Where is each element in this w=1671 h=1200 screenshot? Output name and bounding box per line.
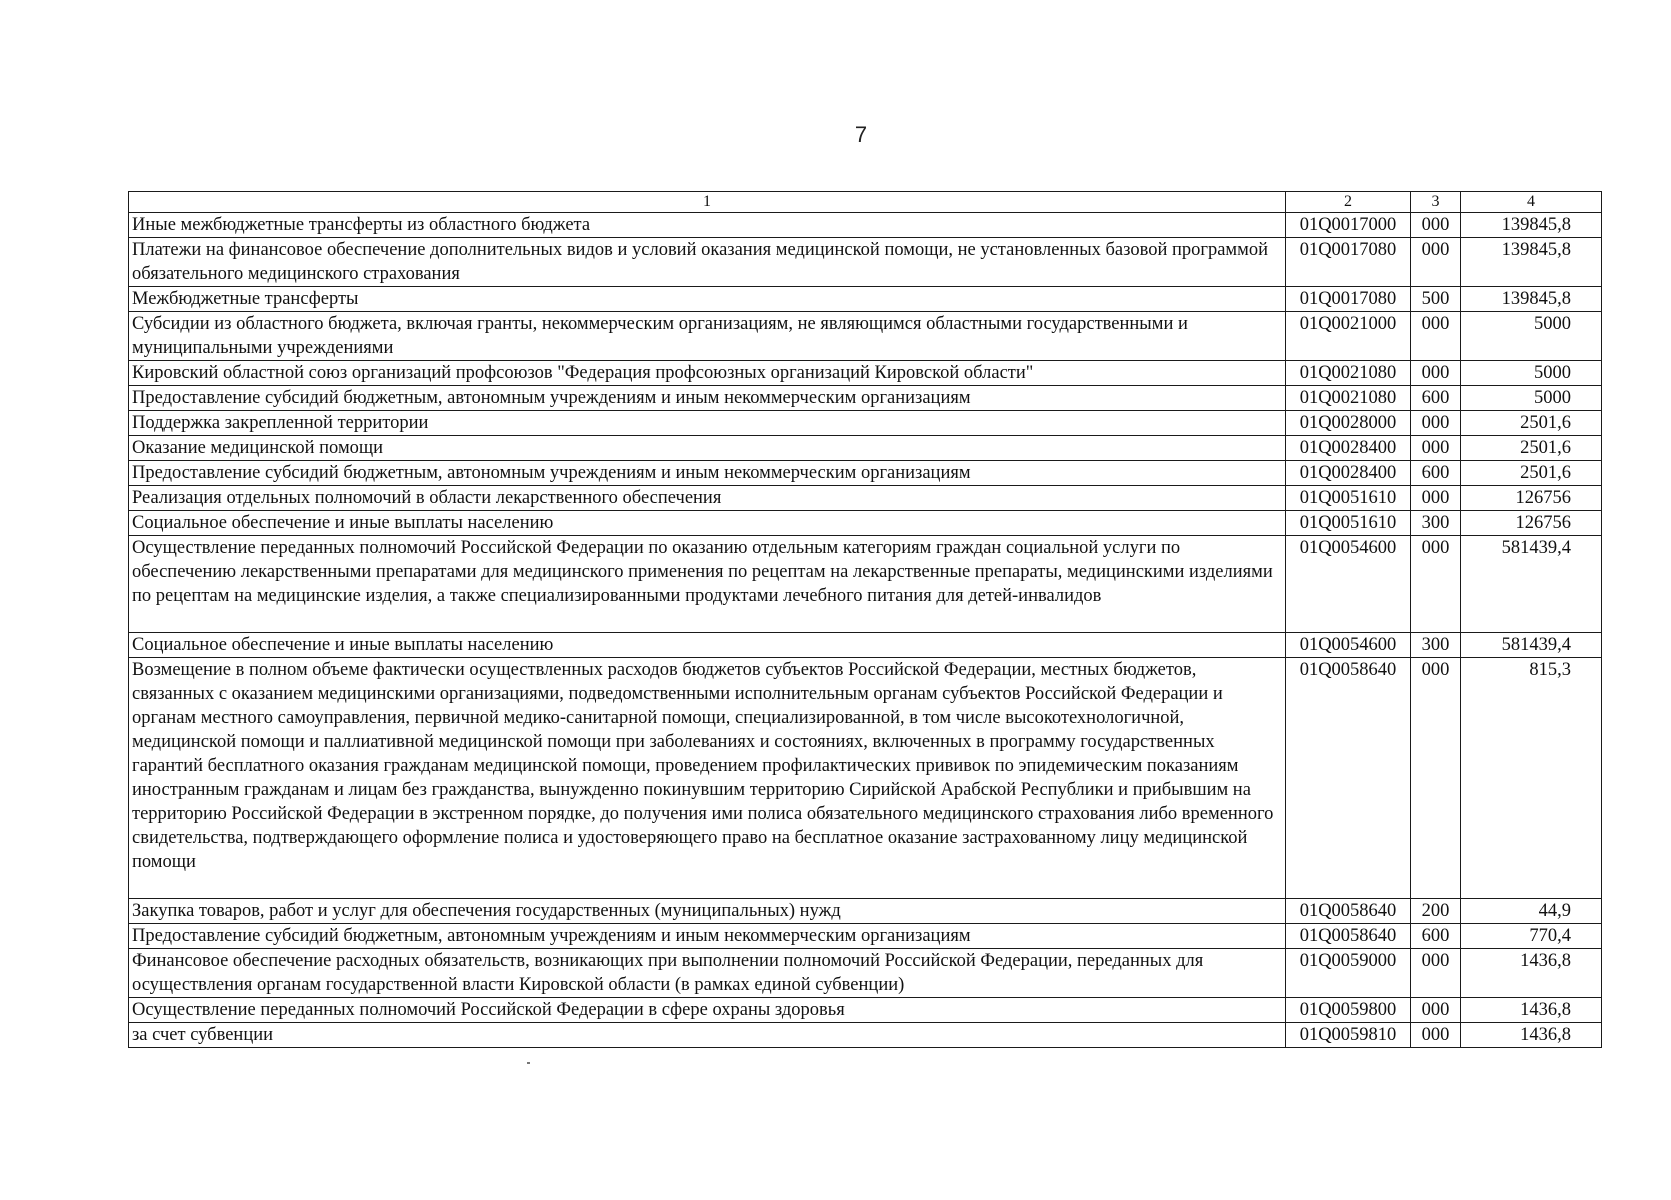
row-code-cell: 01Q0051610 xyxy=(1286,511,1411,536)
row-name-cell: Межбюджетные трансферты xyxy=(129,287,1286,312)
row-amount-cell: 2501,6 xyxy=(1461,411,1602,436)
row-name-cell: Реализация отдельных полномочий в области лекарственного обеспечения xyxy=(129,486,1286,511)
row-name-cell: Осуществление переданных полномочий Российской Федерации в сфере охраны здоровья xyxy=(129,998,1286,1023)
row-code-cell: 01Q0017000 xyxy=(1286,213,1411,238)
row-kind-cell: 600 xyxy=(1411,386,1461,411)
row-name-cell: за счет субвенции xyxy=(129,1023,1286,1048)
row-name-cell: Поддержка закрепленной территории xyxy=(129,411,1286,436)
row-kind-cell: 000 xyxy=(1411,658,1461,899)
table-row xyxy=(129,511,1602,536)
row-name-cell: Возмещение в полном объеме фактически осуществленных расходов бюджетов субъектов Российской Федерации, местных бюджетов, связанных с оказанием медицинскими организациями, подведомственными исполнительным органам субъектов Российской Федерации и органам местного самоуправления, первичной медико-санитарной помощи, специализированной, в том числе высокотехнологичной, медицинской помощи и паллиативной медицинской помощи при заболеваниях и состояниях, включенных в программу государственных гарантий бесплатного оказания гражданам медицинской помощи, проведением профилактических прививок по эпидемическим показаниям иностранным гражданам и лицам без гражданства, вынужденно покинувшим территорию Сирийской Арабской Республики и прибывшим на территорию Российской Федерации в экстренном порядке, до получения ими полиса обязательного медицинского страхования либо временного свидетельства, подтверждающего оформление полиса и удостоверяющего право на бесплатное оказание застрахованному лицу медицинской помощи xyxy=(129,658,1286,899)
row-code-cell: 01Q0054600 xyxy=(1286,633,1411,658)
row-code-cell: 01Q0054600 xyxy=(1286,536,1411,633)
scan-speck xyxy=(527,1062,530,1064)
row-name-cell: Субсидии из областного бюджета, включая гранты, некоммерческим организациям, не являющимся областными государственными и муниципальными учреждениями xyxy=(129,312,1286,361)
table-row xyxy=(129,386,1602,411)
row-code-cell: 01Q0021000 xyxy=(1286,312,1411,361)
column-header-2: 2 xyxy=(1286,192,1411,213)
table-row xyxy=(129,213,1602,238)
row-code-cell: 01Q0017080 xyxy=(1286,238,1411,287)
table-row xyxy=(129,998,1602,1023)
row-amount-cell: 1436,8 xyxy=(1461,949,1602,998)
row-code-cell: 01Q0058640 xyxy=(1286,658,1411,899)
row-kind-cell: 000 xyxy=(1411,411,1461,436)
row-amount-cell: 5000 xyxy=(1461,361,1602,386)
table-row xyxy=(129,461,1602,486)
row-code-cell: 01Q0021080 xyxy=(1286,361,1411,386)
row-kind-cell: 000 xyxy=(1411,486,1461,511)
table-row xyxy=(129,924,1602,949)
row-code-cell: 01Q0028000 xyxy=(1286,411,1411,436)
row-code-cell: 01Q0028400 xyxy=(1286,461,1411,486)
row-code-cell: 01Q0059810 xyxy=(1286,1023,1411,1048)
row-kind-cell: 600 xyxy=(1411,924,1461,949)
row-kind-cell: 000 xyxy=(1411,536,1461,633)
row-amount-cell: 5000 xyxy=(1461,386,1602,411)
row-name-cell: Платежи на финансовое обеспечение дополнительных видов и условий оказания медицинской помощи, не установленных базовой программой обязательного медицинского страхования xyxy=(129,238,1286,287)
row-kind-cell: 300 xyxy=(1411,633,1461,658)
row-name-cell: Предоставление субсидий бюджетным, автономным учреждениям и иным некоммерческим организациям xyxy=(129,386,1286,411)
row-amount-cell: 770,4 xyxy=(1461,924,1602,949)
row-amount-cell: 44,9 xyxy=(1461,899,1602,924)
row-kind-cell: 000 xyxy=(1411,436,1461,461)
row-kind-cell: 000 xyxy=(1411,213,1461,238)
row-kind-cell: 000 xyxy=(1411,361,1461,386)
row-kind-cell: 600 xyxy=(1411,461,1461,486)
row-code-cell: 01Q0017080 xyxy=(1286,287,1411,312)
row-kind-cell: 300 xyxy=(1411,511,1461,536)
table-row xyxy=(129,486,1602,511)
row-amount-cell: 581439,4 xyxy=(1461,633,1602,658)
row-kind-cell: 000 xyxy=(1411,1023,1461,1048)
table-row xyxy=(129,633,1602,658)
row-amount-cell: 126756 xyxy=(1461,511,1602,536)
column-header-3: 3 xyxy=(1411,192,1461,213)
table-row xyxy=(129,1023,1602,1048)
table-row xyxy=(129,899,1602,924)
column-header-4: 4 xyxy=(1461,192,1602,213)
row-kind-cell: 000 xyxy=(1411,949,1461,998)
row-amount-cell: 2501,6 xyxy=(1461,461,1602,486)
row-amount-cell: 126756 xyxy=(1461,486,1602,511)
row-name-cell: Социальное обеспечение и иные выплаты населению xyxy=(129,511,1286,536)
row-code-cell: 01Q0059800 xyxy=(1286,998,1411,1023)
table-row xyxy=(129,536,1602,633)
row-name-cell: Закупка товаров, работ и услуг для обеспечения государственных (муниципальных) нужд xyxy=(129,899,1286,924)
row-code-cell: 01Q0059000 xyxy=(1286,949,1411,998)
row-name-cell: Предоставление субсидий бюджетным, автономным учреждениям и иным некоммерческим организациям xyxy=(129,924,1286,949)
row-name-cell: Оказание медицинской помощи xyxy=(129,436,1286,461)
budget-table xyxy=(128,191,1602,1048)
table-row xyxy=(129,238,1602,287)
row-kind-cell: 000 xyxy=(1411,998,1461,1023)
row-amount-cell: 5000 xyxy=(1461,312,1602,361)
table-row xyxy=(129,411,1602,436)
table-row xyxy=(129,312,1602,361)
row-code-cell: 01Q0021080 xyxy=(1286,386,1411,411)
row-amount-cell: 581439,4 xyxy=(1461,536,1602,633)
table-row xyxy=(129,949,1602,998)
row-code-cell: 01Q0058640 xyxy=(1286,924,1411,949)
row-name-cell: Предоставление субсидий бюджетным, автономным учреждениям и иным некоммерческим организациям xyxy=(129,461,1286,486)
row-kind-cell: 000 xyxy=(1411,238,1461,287)
row-kind-cell: 000 xyxy=(1411,312,1461,361)
row-name-cell: Финансовое обеспечение расходных обязательств, возникающих при выполнении полномочий Российской Федерации, переданных для осуществления органам государственной власти Кировской области (в рамках единой субвенции) xyxy=(129,949,1286,998)
row-kind-cell: 500 xyxy=(1411,287,1461,312)
row-code-cell: 01Q0051610 xyxy=(1286,486,1411,511)
row-amount-cell: 1436,8 xyxy=(1461,998,1602,1023)
row-amount-cell: 139845,8 xyxy=(1461,287,1602,312)
table-row xyxy=(129,658,1602,899)
row-code-cell: 01Q0058640 xyxy=(1286,899,1411,924)
row-amount-cell: 2501,6 xyxy=(1461,436,1602,461)
table-row xyxy=(129,361,1602,386)
row-name-cell: Иные межбюджетные трансферты из областного бюджета xyxy=(129,213,1286,238)
column-header-1: 1 xyxy=(129,192,1286,213)
row-amount-cell: 139845,8 xyxy=(1461,238,1602,287)
row-amount-cell: 815,3 xyxy=(1461,658,1602,899)
table-row xyxy=(129,436,1602,461)
row-name-cell: Социальное обеспечение и иные выплаты населению xyxy=(129,633,1286,658)
row-kind-cell: 200 xyxy=(1411,899,1461,924)
header-row xyxy=(129,192,1602,213)
row-amount-cell: 139845,8 xyxy=(1461,213,1602,238)
row-name-cell: Осуществление переданных полномочий Российской Федерации по оказанию отдельным категориям граждан социальной услуги по обеспечению лекарственными препаратами для медицинского применения по рецептам на лекарственные препараты, медицинскими изделиями по рецептам на медицинские изделия, а также специализированными продуктами лечебного питания для детей-инвалидов xyxy=(129,536,1286,633)
row-name-cell: Кировский областной союз организаций профсоюзов "Федерация профсоюзных организаций Кировской области" xyxy=(129,361,1286,386)
row-code-cell: 01Q0028400 xyxy=(1286,436,1411,461)
row-amount-cell: 1436,8 xyxy=(1461,1023,1602,1048)
page-number: 7 xyxy=(854,122,868,147)
table-row xyxy=(129,287,1602,312)
